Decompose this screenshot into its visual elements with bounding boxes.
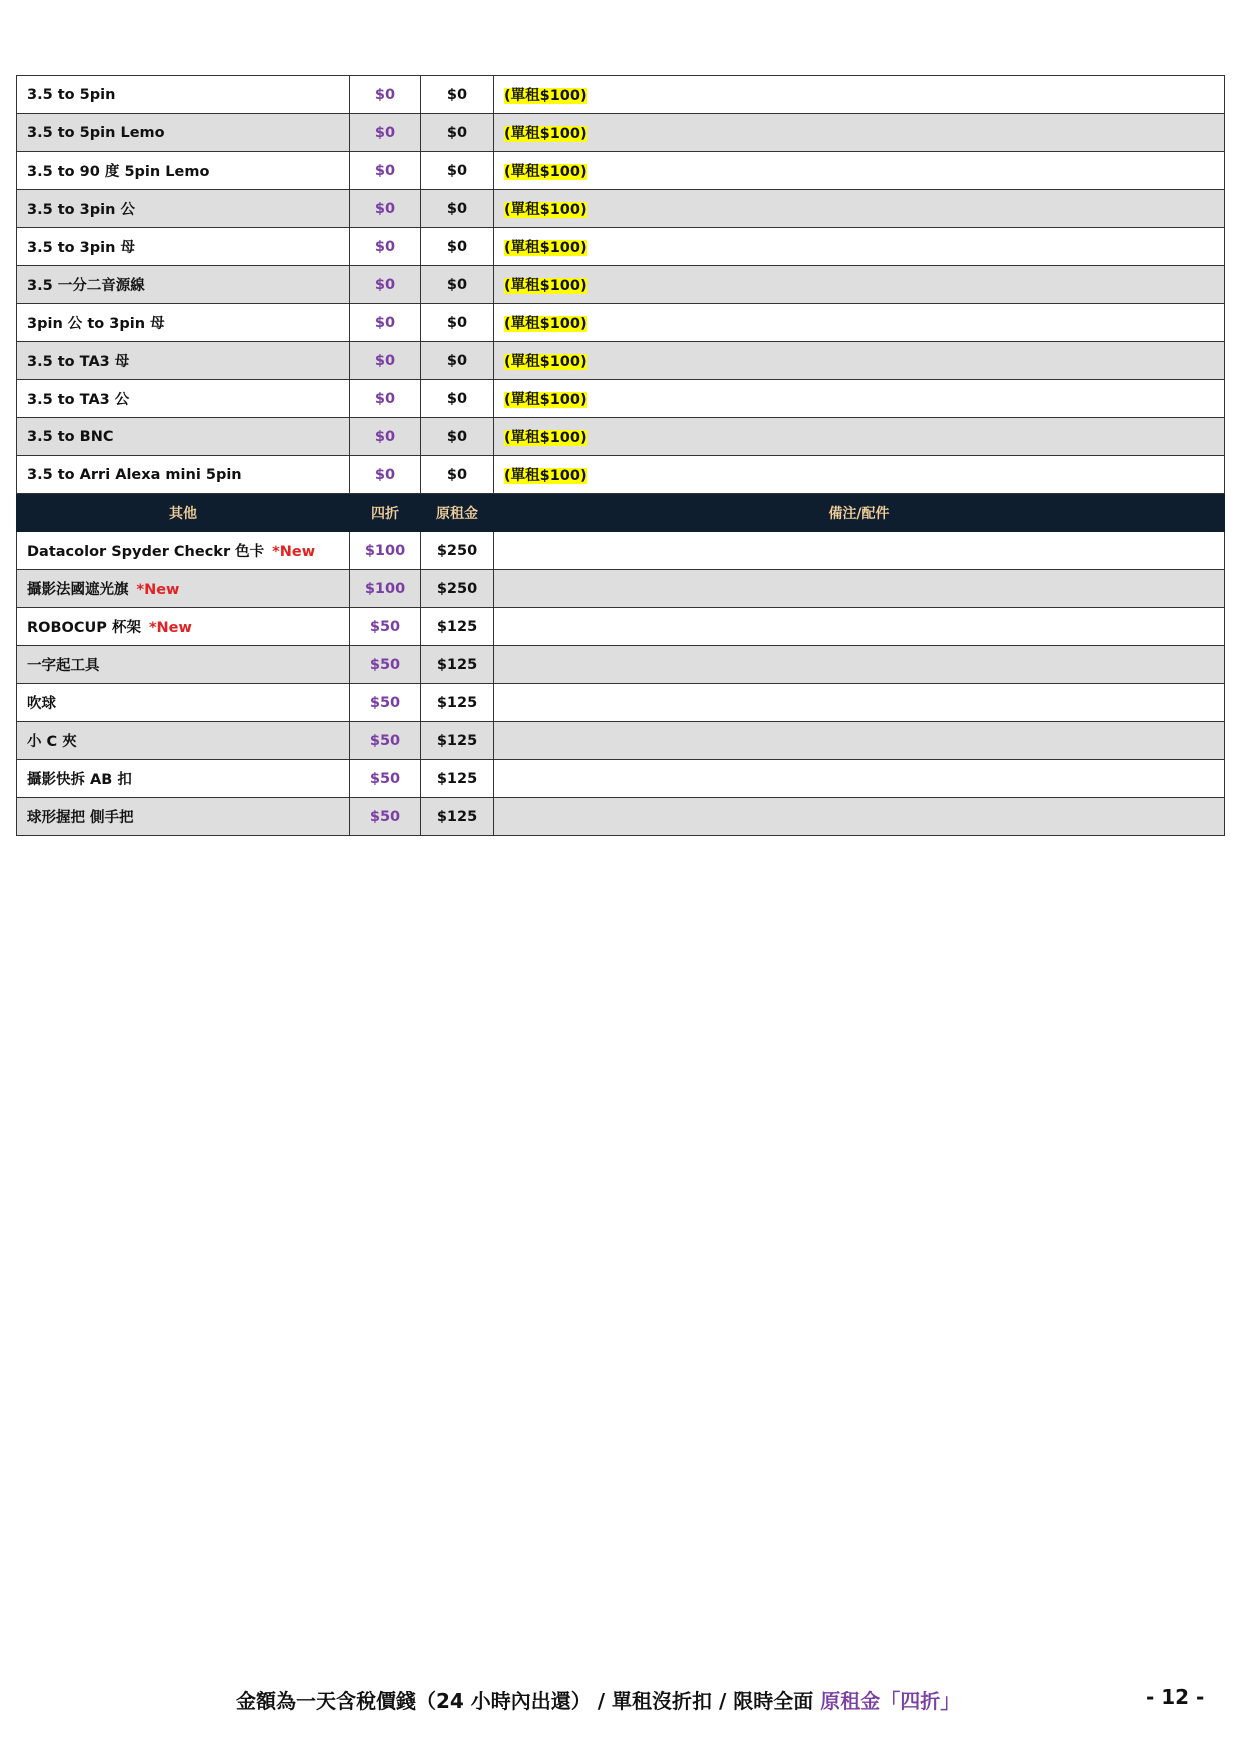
single-rent-note: (單租$100)	[504, 202, 587, 218]
single-rent-note: (單租$100)	[504, 430, 587, 446]
table-row	[17, 228, 1225, 266]
header-discount: 四折	[350, 494, 421, 532]
item-name: 3.5 to TA3 公	[17, 380, 350, 418]
table-row	[17, 114, 1225, 152]
discount-price: $100	[350, 570, 421, 608]
original-price: $0	[421, 456, 494, 494]
item-name: 3pin 公 to 3pin 母	[17, 304, 350, 342]
original-price: $0	[421, 190, 494, 228]
new-tag: *New	[272, 544, 316, 560]
table-row	[17, 152, 1225, 190]
discount-price: $0	[350, 418, 421, 456]
item-name: 3.5 to Arri Alexa mini 5pin	[17, 456, 350, 494]
original-price: $125	[421, 760, 494, 798]
table-row	[17, 608, 1225, 646]
page-footer	[0, 1685, 1240, 1715]
notes-cell	[494, 722, 1225, 760]
table-row	[17, 190, 1225, 228]
item-name: 攝影法國遮光旗	[27, 582, 129, 598]
item-name: 小 C 夾	[17, 722, 350, 760]
header-original: 原租金	[421, 494, 494, 532]
item-name: 3.5 to BNC	[17, 418, 350, 456]
notes-cell	[494, 646, 1225, 684]
single-rent-note: (單租$100)	[504, 278, 587, 294]
discount-price: $0	[350, 456, 421, 494]
original-price: $0	[421, 114, 494, 152]
discount-price: $50	[350, 722, 421, 760]
single-rent-note: (單租$100)	[504, 126, 587, 142]
original-price: $125	[421, 608, 494, 646]
item-name: Datacolor Spyder Checkr 色卡	[27, 544, 265, 560]
notes-cell	[494, 798, 1225, 836]
table-row	[17, 532, 1225, 570]
item-name: ROBOCUP 杯架	[27, 620, 141, 636]
original-price: $0	[421, 304, 494, 342]
notes-cell	[494, 608, 1225, 646]
single-rent-note: (單租$100)	[504, 240, 587, 256]
discount-price: $0	[350, 380, 421, 418]
table-row	[17, 570, 1225, 608]
table-row	[17, 304, 1225, 342]
original-price: $0	[421, 418, 494, 456]
single-rent-note: (單租$100)	[504, 164, 587, 180]
original-price: $250	[421, 570, 494, 608]
item-name: 球形握把 側手把	[17, 798, 350, 836]
item-name: 一字起工具	[17, 646, 350, 684]
single-rent-note: (單租$100)	[504, 468, 587, 484]
new-tag: *New	[136, 582, 180, 598]
item-name: 吹球	[17, 684, 350, 722]
single-rent-note: (單租$100)	[504, 88, 587, 104]
original-price: $0	[421, 76, 494, 114]
discount-price: $0	[350, 152, 421, 190]
header-notes: 備注/配件	[494, 494, 1225, 532]
rental-price-table	[16, 75, 1225, 836]
notes-cell	[494, 570, 1225, 608]
original-price: $125	[421, 684, 494, 722]
footer-discount-highlight: 原租金「四折」	[820, 1689, 961, 1713]
item-name: 3.5 to 3pin 公	[17, 190, 350, 228]
item-name: 3.5 to 90 度 5pin Lemo	[17, 152, 350, 190]
discount-price: $0	[350, 76, 421, 114]
single-rent-note: (單租$100)	[504, 392, 587, 408]
table-row	[17, 418, 1225, 456]
table-row	[17, 380, 1225, 418]
table-row	[17, 760, 1225, 798]
original-price: $125	[421, 798, 494, 836]
discount-price: $0	[350, 114, 421, 152]
table-row	[17, 266, 1225, 304]
original-price: $0	[421, 266, 494, 304]
original-price: $125	[421, 646, 494, 684]
discount-price: $0	[350, 342, 421, 380]
table-row	[17, 684, 1225, 722]
item-name: 攝影快拆 AB 扣	[17, 760, 350, 798]
item-name: 3.5 一分二音源線	[17, 266, 350, 304]
table-row	[17, 646, 1225, 684]
item-name: 3.5 to 5pin	[17, 76, 350, 114]
discount-price: $0	[350, 266, 421, 304]
original-price: $0	[421, 380, 494, 418]
item-name: 3.5 to 5pin Lemo	[17, 114, 350, 152]
footer-message	[236, 1685, 960, 1714]
discount-price: $0	[350, 304, 421, 342]
original-price: $0	[421, 228, 494, 266]
notes-cell	[494, 532, 1225, 570]
table-row	[17, 456, 1225, 494]
table-row	[17, 798, 1225, 836]
discount-price: $0	[350, 228, 421, 266]
section-header-row	[17, 494, 1225, 532]
discount-price: $50	[350, 684, 421, 722]
single-rent-note: (單租$100)	[504, 354, 587, 370]
item-name: 3.5 to TA3 母	[17, 342, 350, 380]
discount-price: $50	[350, 608, 421, 646]
footer-text: 金額為一天含稅價錢（24 小時內出還） / 單租沒折扣 / 限時全面	[236, 1689, 821, 1713]
notes-cell	[494, 760, 1225, 798]
original-price: $125	[421, 722, 494, 760]
discount-price: $50	[350, 760, 421, 798]
original-price: $250	[421, 532, 494, 570]
page-number: - 12 -	[1146, 1685, 1205, 1709]
table-row	[17, 76, 1225, 114]
discount-price: $50	[350, 798, 421, 836]
discount-price: $100	[350, 532, 421, 570]
notes-cell	[494, 684, 1225, 722]
discount-price: $0	[350, 190, 421, 228]
new-tag: *New	[148, 620, 192, 636]
original-price: $0	[421, 342, 494, 380]
table-row	[17, 342, 1225, 380]
discount-price: $50	[350, 646, 421, 684]
table-row	[17, 722, 1225, 760]
original-price: $0	[421, 152, 494, 190]
item-name: 3.5 to 3pin 母	[17, 228, 350, 266]
header-category: 其他	[17, 494, 350, 532]
single-rent-note: (單租$100)	[504, 316, 587, 332]
